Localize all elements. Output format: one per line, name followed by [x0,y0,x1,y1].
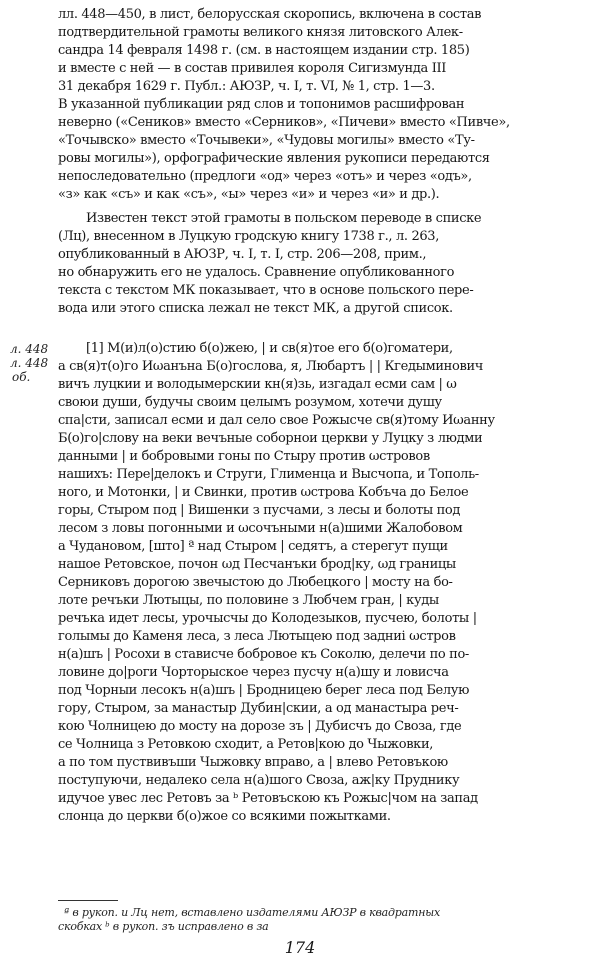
footnote-a: ª в рукоп. и Лц нет, вставлено издателями АЮЗР в квадратных [64,906,441,919]
text-line: слонца до церкви б(о)жое со всякими пожытками. [58,809,391,824]
text-line: (Лц), внесенном в Луцкую гродскую книгу 1738 г., л. 263, [58,229,440,244]
page-number: 174 [284,938,316,957]
text-line: под Чорныи лесокъ н(а)шъ | Бродницею берег леса под Белую [58,683,470,698]
text-line: вода или этого списка лежал не текст МК, а другой список. [58,301,453,316]
text-line: опубликованный в АЮЗР, ч. I, т. I, стр. 206—208, прим., [58,247,427,262]
text-line: лесом з ловы погонными и ωсочъными н(а)шими Жалобовом [58,521,463,536]
text-line: лл. 448—450, в лист, белорусская скоропись, включена в состав [58,7,482,22]
text-line: В указанной публикации ряд слов и топонимов расшифрован [58,97,465,112]
footnote-b: скобках ᵇ в рукоп. зъ исправлено в за [58,920,269,933]
text-line: н(а)шъ | Росохи в стависче бобровое къ Соколю, делечи по по- [58,647,469,662]
text-line: нашихъ: Пере|делокъ и Струги, Глименца и Высчопа, и Тополь- [58,467,479,482]
text-line: текста с текстом МК показывает, что в основе польского пере- [58,283,474,298]
text-line: неверно («Сеников» вместо «Серников», «Пичеви» вместо «Пивче», [58,115,510,130]
text-line: Известен текст этой грамоты в польском переводе в списке [86,211,482,226]
text-line: а Чудановом, [што] ª над Стыром | седятъ, а стерегут пущи [58,539,448,554]
text-line: голымы до Каменя леса, з леса Лютыцею под задниі ωстров [58,629,456,644]
text-line: горы, Стыром под | Вишенки з пусчами, з лесы и болоты под [58,503,461,518]
text-line: Б(о)го|слову на веки вечъные соборнои церкви у Луцку з людми [58,431,483,446]
text-line: непоследовательно (предлоги «од» через «отъ» и через «одъ», [58,169,472,184]
text-line: а св(я)т(о)го Иωанъна Б(о)гослова, я, Любартъ | | Кгедыминович [58,359,484,374]
text-line: своюи души, будучы своим целымъ розумом, хотечи душу [58,395,442,410]
text-line: вичъ луцкии и володымерскии кн(я)зь, изгадал есми сам | ω [58,377,457,392]
text-line: а по том пуствивъши Чыжовку вправо, а | влево Ретовъкою [58,755,448,770]
text-line: и вместе с ней — в состав привилея короля Сигизмунда III [58,61,447,76]
text-line: речъка идет лесы, урочысчы до Колодезыков, пусчею, болоты | [58,611,477,626]
text-line: данными | и бобровыми гоны по Стыру против ωстровов [58,449,430,464]
text-line: 31 декабря 1629 г. Публ.: АЮЗР, ч. I, т. VI, № 1, стр. 1—3. [58,79,435,94]
folio-note: об. [12,370,31,384]
text-line: ного, и Мотонки, | и Свинки, против ωстрова Кобъча до Белое [58,485,469,500]
folio-note: л. 448 [10,356,49,370]
text-line: «Точывско» вместо «Точывеки», «Чудовы могилы» вместо «Ту- [58,133,475,148]
text-line: нашое Ретовское, почон ωд Песчанъки брод|ку, ωд границы [58,557,456,572]
text-line: спа|сти, записал есми и дал село свое Рожысче св(я)тому Иωанну [58,413,495,428]
text-line: кою Чолницею до мосту на дорозе зъ | Дубисчъ до Своза, где [58,719,462,734]
text-line: «з» как «съ» и как «съ», «ы» через «и» и через «и» и др.). [58,187,440,202]
text-line: сандра 14 февраля 1498 г. (см. в настоящем издании стр. 185) [58,43,470,58]
text-line: подтвердительной грамоты великого князя литовского Алек- [58,25,463,40]
text-line: ровы могилы»), орфографические явления рукописи передаются [58,151,490,166]
text-line: идучое увес лес Ретовъ за ᵇ Ретовъскою къ Рожыс|чом на запад [58,791,478,806]
text-line: гору, Стыром, за манастыр Дубин|скии, а од манастыра реч- [58,701,459,716]
text-line: ловине до|роги Чорторыское через пусчу н(а)шу и ловисча [58,665,449,680]
footnote-rule [58,900,118,901]
text-line: се Чолница з Ретовкою сходит, а Ретов|кою до Чыжовки, [58,737,434,752]
folio-note: л. 448 [10,342,49,356]
text-line: [1] М(и)л(о)стию б(о)жею, | и св(я)тое его б(о)гоматери, [86,341,453,356]
text-line: лоте речъки Лютыцы, по половине з Любчем гран, | куды [58,593,439,608]
text-line: но обнаружить его не удалось. Сравнение опубликованного [58,265,455,280]
text-line: поступуючи, недалеко села н(а)шого Своза, аж|ку Пруднику [58,773,460,788]
text-line: Серниковъ дорогою звечыстою до Любецкого | мосту на бо- [58,575,453,590]
